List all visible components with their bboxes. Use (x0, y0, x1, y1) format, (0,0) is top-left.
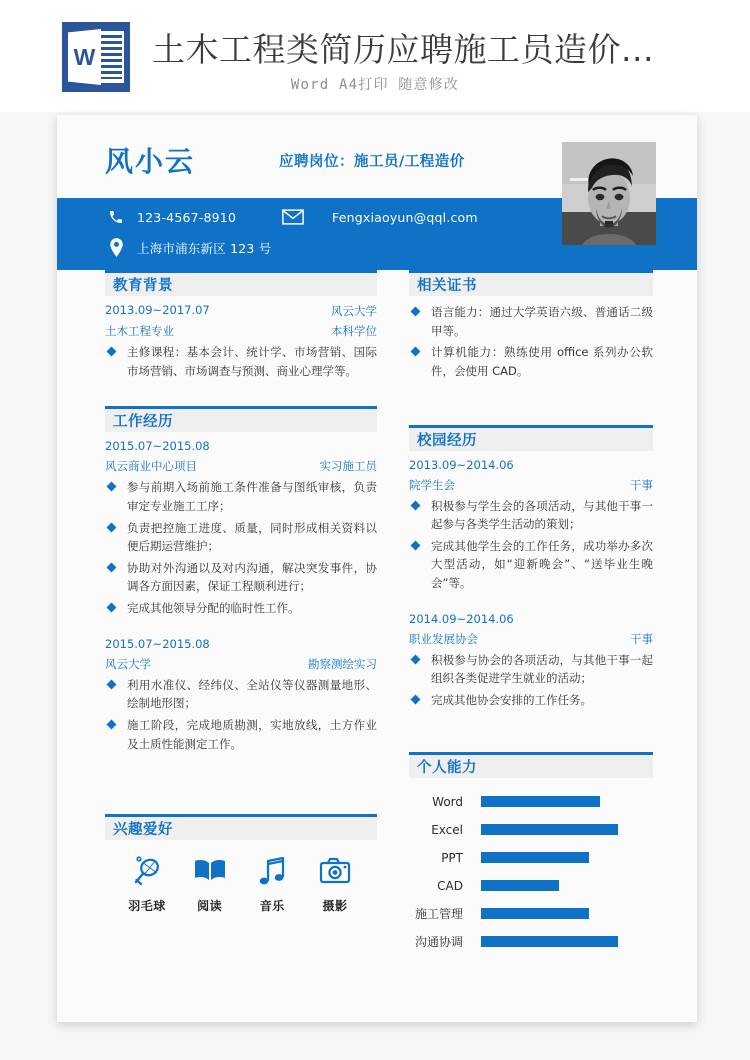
work-entry (105, 439, 377, 617)
open-book-icon (180, 854, 240, 888)
resume-page (57, 115, 697, 1022)
skill-label: 施工管理 (414, 907, 463, 921)
bullet-text: 积极参与学生会的各项活动，与其他干事一起参与各类学生活动的策划； (431, 498, 653, 532)
contact-address (105, 238, 271, 257)
section-title: 工作经历 (113, 414, 173, 431)
section-header-certificates (409, 270, 653, 296)
campus-org-role (409, 477, 653, 493)
campus-entry (409, 612, 653, 710)
education-bullets (105, 343, 377, 380)
diamond-bullet-icon (107, 719, 117, 729)
music-note-icon (242, 854, 302, 888)
campus-organization: 职业发展协会 (409, 631, 478, 646)
hobby-item-reading (180, 854, 240, 914)
section-education (105, 270, 377, 380)
skill-bar-track (481, 880, 631, 891)
top-banner (0, 0, 750, 112)
contact-email (282, 209, 478, 225)
word-logo-letter: W (73, 43, 96, 70)
address-text: 上海市浦东新区 123 号 (137, 240, 272, 256)
skill-bar-track (481, 796, 631, 807)
work-role: 实习施工员 (319, 459, 377, 474)
diamond-bullet-icon (107, 347, 117, 357)
hobby-label: 羽毛球 (128, 899, 166, 914)
section-title: 教育背景 (113, 278, 173, 294)
skill-row (409, 844, 653, 872)
work-entry (105, 637, 377, 754)
education-school: 风云大学 (331, 304, 377, 318)
skill-label: Word (432, 794, 463, 809)
location-pin-icon (105, 238, 127, 257)
education-date: 2013.09~2017.07 (105, 303, 210, 317)
hobby-list (105, 840, 377, 914)
hobby-item-badminton (117, 854, 177, 914)
education-date-school (105, 303, 377, 319)
skill-label: CAD (437, 878, 463, 893)
diamond-bullet-icon (107, 482, 117, 492)
skill-bar-fill (481, 908, 589, 919)
skill-bar-track (481, 824, 631, 835)
section-title: 兴趣爱好 (113, 822, 173, 839)
hobby-item-music (242, 854, 302, 914)
bullet-text: 利用水准仪、经纬仪、全站仪等仪器测量地形、绘制地形图； (127, 677, 377, 711)
campus-role: 干事 (630, 477, 653, 492)
section-work-experience (105, 406, 377, 753)
list-item (105, 716, 377, 753)
skill-row (409, 816, 653, 844)
hobby-label: 音乐 (259, 899, 285, 914)
resume-header (57, 115, 697, 270)
section-title: 个人能力 (417, 759, 477, 776)
envelope-icon (282, 209, 304, 225)
education-entry (105, 303, 377, 380)
avatar (562, 142, 656, 245)
skill-row (409, 928, 653, 956)
diamond-bullet-icon (107, 562, 117, 572)
bullet-text: 计算机能力：熟练使用 office 系列办公软件，会使用 CAD。 (431, 345, 653, 378)
education-degree: 本科学位 (331, 324, 377, 338)
section-title: 校园经历 (417, 432, 477, 449)
work-organization: 风云大学 (105, 656, 151, 671)
skill-label: Excel (431, 822, 463, 837)
skill-row (409, 900, 653, 928)
skill-bar-fill (481, 852, 589, 863)
diamond-bullet-icon (107, 679, 117, 689)
target-position: 应聘岗位：施工员/工程造价 (279, 154, 465, 170)
diamond-bullet-icon (411, 654, 421, 664)
list-item (409, 537, 653, 593)
hobby-label: 摄影 (322, 899, 348, 914)
list-item (105, 478, 377, 515)
diamond-bullet-icon (411, 500, 421, 510)
skill-bar-fill (481, 796, 600, 807)
list-item (105, 676, 377, 713)
skill-bar-track (481, 852, 631, 863)
camera-icon (305, 854, 365, 888)
list-item (409, 343, 653, 380)
campus-bullets (409, 497, 653, 593)
work-organization: 风云商业中心项目 (105, 459, 197, 474)
section-skills (409, 752, 653, 956)
phone-number: 123-4567-8910 (137, 209, 237, 225)
work-org-role (105, 458, 377, 474)
skill-label: 沟通协调 (414, 935, 463, 949)
bullet-text: 完成其他学生会的工作任务，成功举办多次大型活动，如“迎新晚会”、“送毕业生晚会”等。 (431, 538, 653, 590)
list-item (409, 497, 653, 534)
bullet-text: 语言能力：通过大学英语六级、普通话二级甲等。 (431, 305, 653, 338)
bullet-text: 完成其他协会安排的工作任务。 (431, 692, 592, 707)
bullet-text: 负责把控施工进度、质量，同时形成相关资料以便后期运营维护； (127, 520, 377, 554)
work-bullets (105, 676, 377, 754)
campus-date: 2014.09~2014.06 (409, 611, 514, 626)
bullet-text: 主修课程：基本会计、统计学、市场营销、国际市场营销、市场调查与预测、商业心理学等。 (127, 345, 377, 378)
list-item (409, 651, 653, 688)
skill-bar-fill (481, 824, 618, 835)
skill-label: PPT (441, 850, 463, 865)
bullet-text: 协助对外沟通以及对内沟通，解决突发事件，协调各方面因素，保证工程顺利进行； (127, 560, 377, 594)
contact-phone (105, 209, 236, 225)
badminton-racket-icon (117, 854, 177, 888)
list-item (105, 519, 377, 556)
phone-icon (105, 209, 127, 225)
list-item (105, 343, 377, 380)
hobby-label: 阅读 (197, 899, 223, 914)
work-bullets (105, 478, 377, 617)
bullet-text: 参与前期入场前施工条件准备与图纸审核，负责审定专业施工工序； (127, 480, 377, 513)
skill-bar-fill (481, 936, 618, 947)
email-address: Fengxiaoyun@qql.com (332, 209, 478, 225)
left-column (105, 270, 377, 918)
certificate-bullets (409, 303, 653, 381)
word-logo-lines (100, 35, 122, 79)
work-org-role (105, 656, 377, 672)
right-column (409, 270, 653, 960)
skill-bar-track (481, 936, 631, 947)
campus-entry (409, 458, 653, 593)
diamond-bullet-icon (107, 603, 117, 613)
education-major-degree (105, 323, 377, 339)
skill-list (409, 778, 653, 956)
bullet-text: 施工阶段，完成地质勘测，实地放线，土方作业及土质性能测定工作。 (127, 717, 377, 751)
work-date: 2015.07~2015.08 (105, 636, 210, 651)
page-title: 土木工程类简历应聘施工员造价... (152, 30, 654, 69)
list-item (409, 303, 653, 340)
bullet-text: 积极参与协会的各项活动，与其他干事一起组织各类促进学生就业的活动； (431, 652, 653, 686)
section-hobbies (105, 814, 377, 914)
section-certificates (409, 270, 653, 381)
campus-organization: 院学生会 (409, 477, 455, 492)
work-role: 勘察测绘实习 (308, 656, 377, 671)
candidate-name: 风小云 (105, 145, 196, 178)
section-campus-experience (409, 425, 653, 710)
work-date: 2015.07~2015.08 (105, 439, 210, 454)
skill-row (409, 872, 653, 900)
bullet-text: 完成其他领导分配的临时性工作。 (127, 601, 300, 615)
section-header-education (105, 270, 377, 296)
diamond-bullet-icon (411, 307, 421, 317)
section-header-skills (409, 752, 653, 778)
section-header-work (105, 406, 377, 432)
education-major: 土木工程专业 (105, 324, 174, 338)
diamond-bullet-icon (107, 522, 117, 532)
skill-bar-track (481, 908, 631, 919)
list-item (105, 559, 377, 596)
skill-row (409, 788, 653, 816)
section-title: 相关证书 (417, 278, 477, 294)
campus-org-role (409, 631, 653, 647)
skill-bar-fill (481, 880, 559, 891)
diamond-bullet-icon (411, 347, 421, 357)
campus-date: 2013.09~2014.06 (409, 457, 514, 472)
page-subtitle: Word A4打印 随意修改 (290, 77, 460, 93)
diamond-bullet-icon (411, 540, 421, 550)
section-header-campus (409, 425, 653, 451)
diamond-bullet-icon (411, 694, 421, 704)
campus-role: 干事 (630, 631, 653, 646)
hobby-item-photography (305, 854, 365, 914)
campus-bullets (409, 651, 653, 710)
section-header-hobbies (105, 814, 377, 840)
list-item (105, 599, 377, 618)
list-item (409, 691, 653, 710)
